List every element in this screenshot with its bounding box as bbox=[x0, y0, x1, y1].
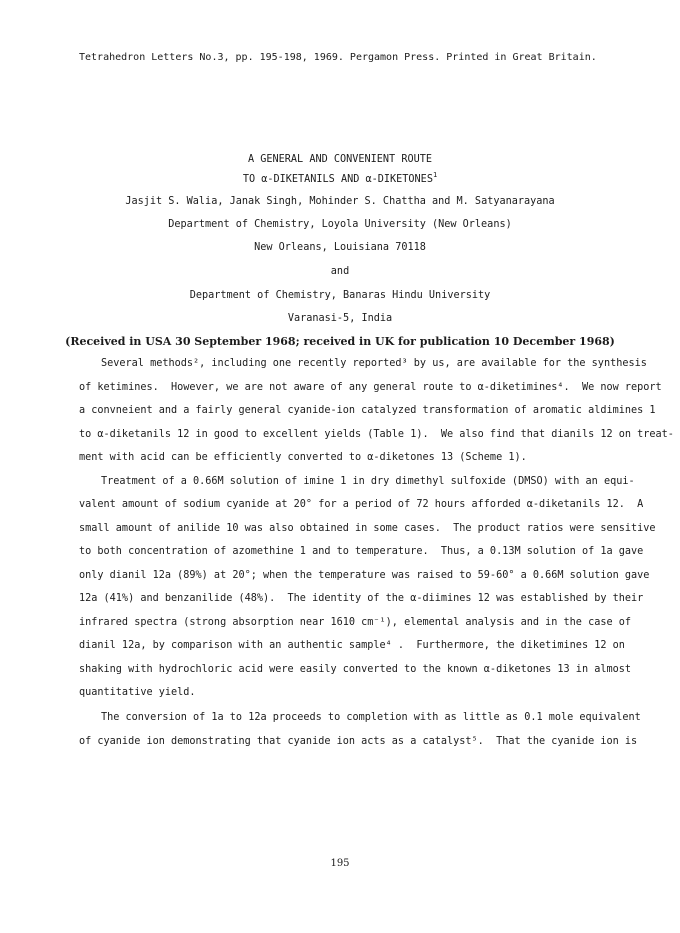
body-line: infrared spectra (strong absorption near 1610 cm⁻¹), elemental analysis and in the case of bbox=[79, 617, 632, 628]
affiliation-city-1: New Orleans, Louisiana 70118 bbox=[254, 242, 426, 253]
body-line: of cyanide ion demonstrating that cyanide ion acts as a catalyst⁵. That the cyanide ion is bbox=[79, 736, 638, 747]
title-line-1: A GENERAL AND CONVENIENT ROUTE bbox=[247, 154, 432, 165]
affiliation-dept-2: Department of Chemistry, Banaras Hindu University bbox=[189, 290, 491, 301]
body-line: to both concentration of azomethine 1 and to temperature. Thus, a 0.13M solution of 1a gave bbox=[79, 546, 644, 557]
received-dates: (Received in USA 30 September 1968; received in UK for publication 10 December 1968) bbox=[65, 335, 615, 348]
body-line: The conversion of 1a to 12a proceeds to completion with as little as 0.1 mole equivalent bbox=[101, 712, 641, 723]
affiliation-dept-1: Department of Chemistry, Loyola University (New Orleans) bbox=[168, 219, 512, 230]
affiliation-and: and bbox=[330, 266, 350, 277]
body-line: Several methods², including one recently reported³ by us, are available for the synthesis bbox=[101, 358, 647, 369]
journal-header: Tetrahedron Letters No.3, pp. 195-198, 1969. Pergamon Press. Printed in Great Britain. bbox=[79, 52, 597, 63]
affiliation-city-2: Varanasi-5, India bbox=[287, 313, 393, 324]
body-line: small amount of anilide 10 was also obtained in some cases. The product ratios were sensitive bbox=[79, 523, 656, 534]
body-line: ment with acid can be efficiently converted to α-diketones 13 (Scheme 1). bbox=[79, 452, 527, 463]
body-line: 12a (41%) and benzanilide (48%). The identity of the α-diimines 12 was established by their bbox=[79, 593, 644, 604]
body-line: Treatment of a 0.66M solution of imine 1 in dry dimethyl sulfoxide (DMSO) with an equi- bbox=[101, 476, 635, 487]
body-line: to α-diketanils 12 in good to excellent yields (Table 1). We also find that dianils 12 on treat- bbox=[79, 429, 674, 440]
body-line: valent amount of sodium cyanide at 20° for a period of 72 hours afforded α-diketanils 12. A bbox=[79, 499, 644, 510]
title-line-2-text: TO α-DIKETANILS AND α-DIKETONES bbox=[242, 174, 433, 185]
body-line: only dianil 12a (89%) at 20°; when the temperature was raised to 59-60° a 0.66M solution gave bbox=[79, 570, 650, 581]
authors: Jasjit S. Walia, Janak Singh, Mohinder S. Chattha and M. Satyanarayana bbox=[125, 196, 555, 207]
title-line-2 bbox=[0, 171, 680, 185]
page-number: 195 bbox=[330, 858, 350, 869]
body-line: shaking with hydrochloric acid were easily converted to the known α-diketones 13 in almost bbox=[79, 664, 632, 675]
title-footnote-ref: 1 bbox=[432, 171, 438, 179]
body-line: of ketimines. However, we are not aware of any general route to α-diketimines⁴. We now report bbox=[79, 382, 662, 393]
body-line: quantitative yield. bbox=[79, 687, 196, 698]
body-line: a convneient and a fairly general cyanide-ion catalyzed transformation of aromatic aldimines 1 bbox=[79, 405, 656, 416]
body-line: dianil 12a, by comparison with an authentic sample⁴ . Furthermore, the diketimines 12 on bbox=[79, 640, 625, 651]
